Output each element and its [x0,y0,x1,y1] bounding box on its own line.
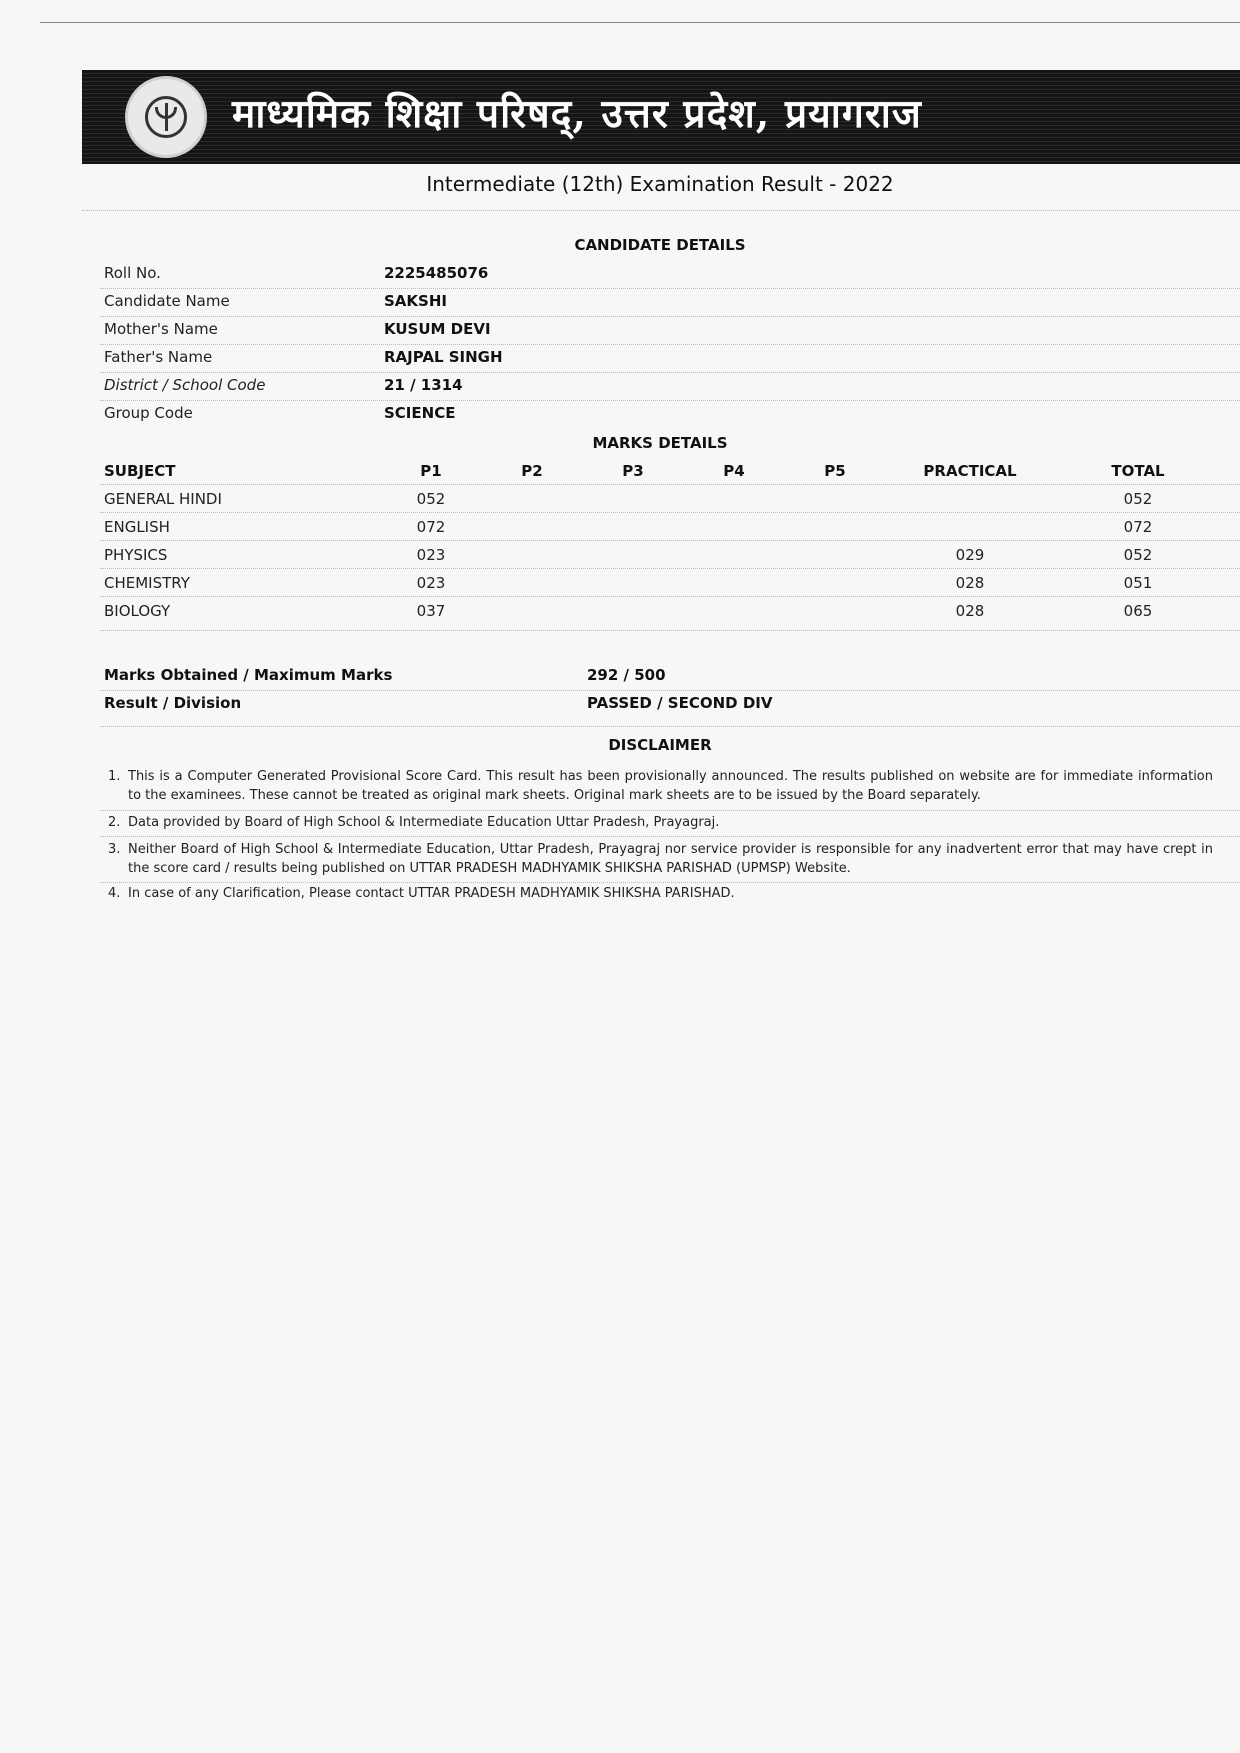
column-header-p3: P3 [622,462,644,480]
board-name-hindi: माध्यमिक शिक्षा परिषद्, उत्तर प्रदेश, प्रयागराज [232,91,922,137]
column-header-p2: P2 [521,462,543,480]
total-cell: 051 [1123,574,1153,592]
practical-cell: 028 [955,602,985,620]
marks-obtained-value: 292 / 500 [587,666,666,684]
field-label-fathers-name: Father's Name [104,348,213,366]
subject-cell: BIOLOGY [104,602,171,620]
board-seal-icon [125,76,207,158]
divider [100,690,1240,691]
field-label-district-school-code: District / School Code [104,376,266,394]
disclaimer-item [108,884,1213,903]
p1-cell: 023 [416,574,446,592]
divider [100,540,1240,541]
total-cell: 052 [1123,546,1153,564]
divider [100,810,1240,811]
exam-title: Intermediate (12th) Examination Result - 2022 [426,172,894,196]
field-value-roll-no: 2225485076 [384,264,489,282]
subject-cell: ENGLISH [104,518,170,536]
column-header-total: TOTAL [1111,462,1165,480]
divider [100,512,1240,513]
disclaimer-item [108,767,1213,805]
divider [100,882,1240,883]
disclaimer-text: Neither Board of High School & Intermediate Education, Uttar Pradesh, Prayagraj nor service provider is responsible for any inadvertent error that may have crept in the score card / results being published on UTTAR PRADESH MADHYAMIK SHIKSHA PARISHAD (UPMSP) Website. [128,842,1213,876]
divider [100,836,1240,837]
candidate-section-title: CANDIDATE DETAILS [574,236,746,254]
disclaimer-number: 1. [108,769,121,784]
disclaimer-text: Data provided by Board of High School & Intermediate Education Uttar Pradesh, Prayagraj. [128,815,720,830]
total-cell: 065 [1123,602,1153,620]
field-value-district-school-code: 21 / 1314 [384,376,463,394]
subject-cell: GENERAL HINDI [104,490,222,508]
field-label-mothers-name: Mother's Name [104,320,218,338]
divider [100,288,1240,289]
result-division-value: PASSED / SECOND DIV [587,694,773,712]
disclaimer-number: 2. [108,815,121,830]
total-cell: 072 [1123,518,1153,536]
disclaimer-title: DISCLAIMER [608,736,712,754]
divider [100,630,1240,631]
disclaimer-item [108,813,1213,832]
divider [100,316,1240,317]
field-label-candidate-name: Candidate Name [104,292,230,310]
divider [100,372,1240,373]
divider [100,568,1240,569]
p1-cell: 037 [416,602,446,620]
result-division-label: Result / Division [104,694,242,712]
divider [100,400,1240,401]
divider [82,210,1240,211]
column-header-subject: SUBJECT [104,462,176,480]
divider [100,484,1240,485]
disclaimer-item [108,840,1213,878]
marks-section-title: MARKS DETAILS [592,434,728,452]
column-header-p4: P4 [723,462,745,480]
field-label-roll-no: Roll No. [104,264,161,282]
disclaimer-text: In case of any Clarification, Please contact UTTAR PRADESH MADHYAMIK SHIKSHA PARISHAD. [128,886,735,901]
column-header-practical: PRACTICAL [923,462,1017,480]
field-value-candidate-name: SAKSHI [384,292,447,310]
divider [100,596,1240,597]
marks-obtained-label: Marks Obtained / Maximum Marks [104,666,393,684]
field-value-group-code: SCIENCE [384,404,456,422]
disclaimer-number: 4. [108,886,121,901]
column-header-p5: P5 [824,462,846,480]
page-top-rule [40,22,1240,23]
practical-cell: 029 [955,546,985,564]
disclaimer-number: 3. [108,842,121,857]
column-header-p1: P1 [420,462,442,480]
field-value-mothers-name: KUSUM DEVI [384,320,491,338]
field-label-group-code: Group Code [104,404,193,422]
divider [100,344,1240,345]
divider [100,726,1240,727]
total-cell: 052 [1123,490,1153,508]
subject-cell: CHEMISTRY [104,574,190,592]
p1-cell: 052 [416,490,446,508]
practical-cell: 028 [955,574,985,592]
field-value-fathers-name: RAJPAL SINGH [384,348,503,366]
disclaimer-text: This is a Computer Generated Provisional Score Card. This result has been provisionally announced. The results published on website are for immediate information to the examinees. These cannot be treated as original mark sheets. Original mark sheets are to be issued by the Board separately. [128,769,1213,803]
p1-cell: 023 [416,546,446,564]
p1-cell: 072 [416,518,446,536]
subject-cell: PHYSICS [104,546,168,564]
